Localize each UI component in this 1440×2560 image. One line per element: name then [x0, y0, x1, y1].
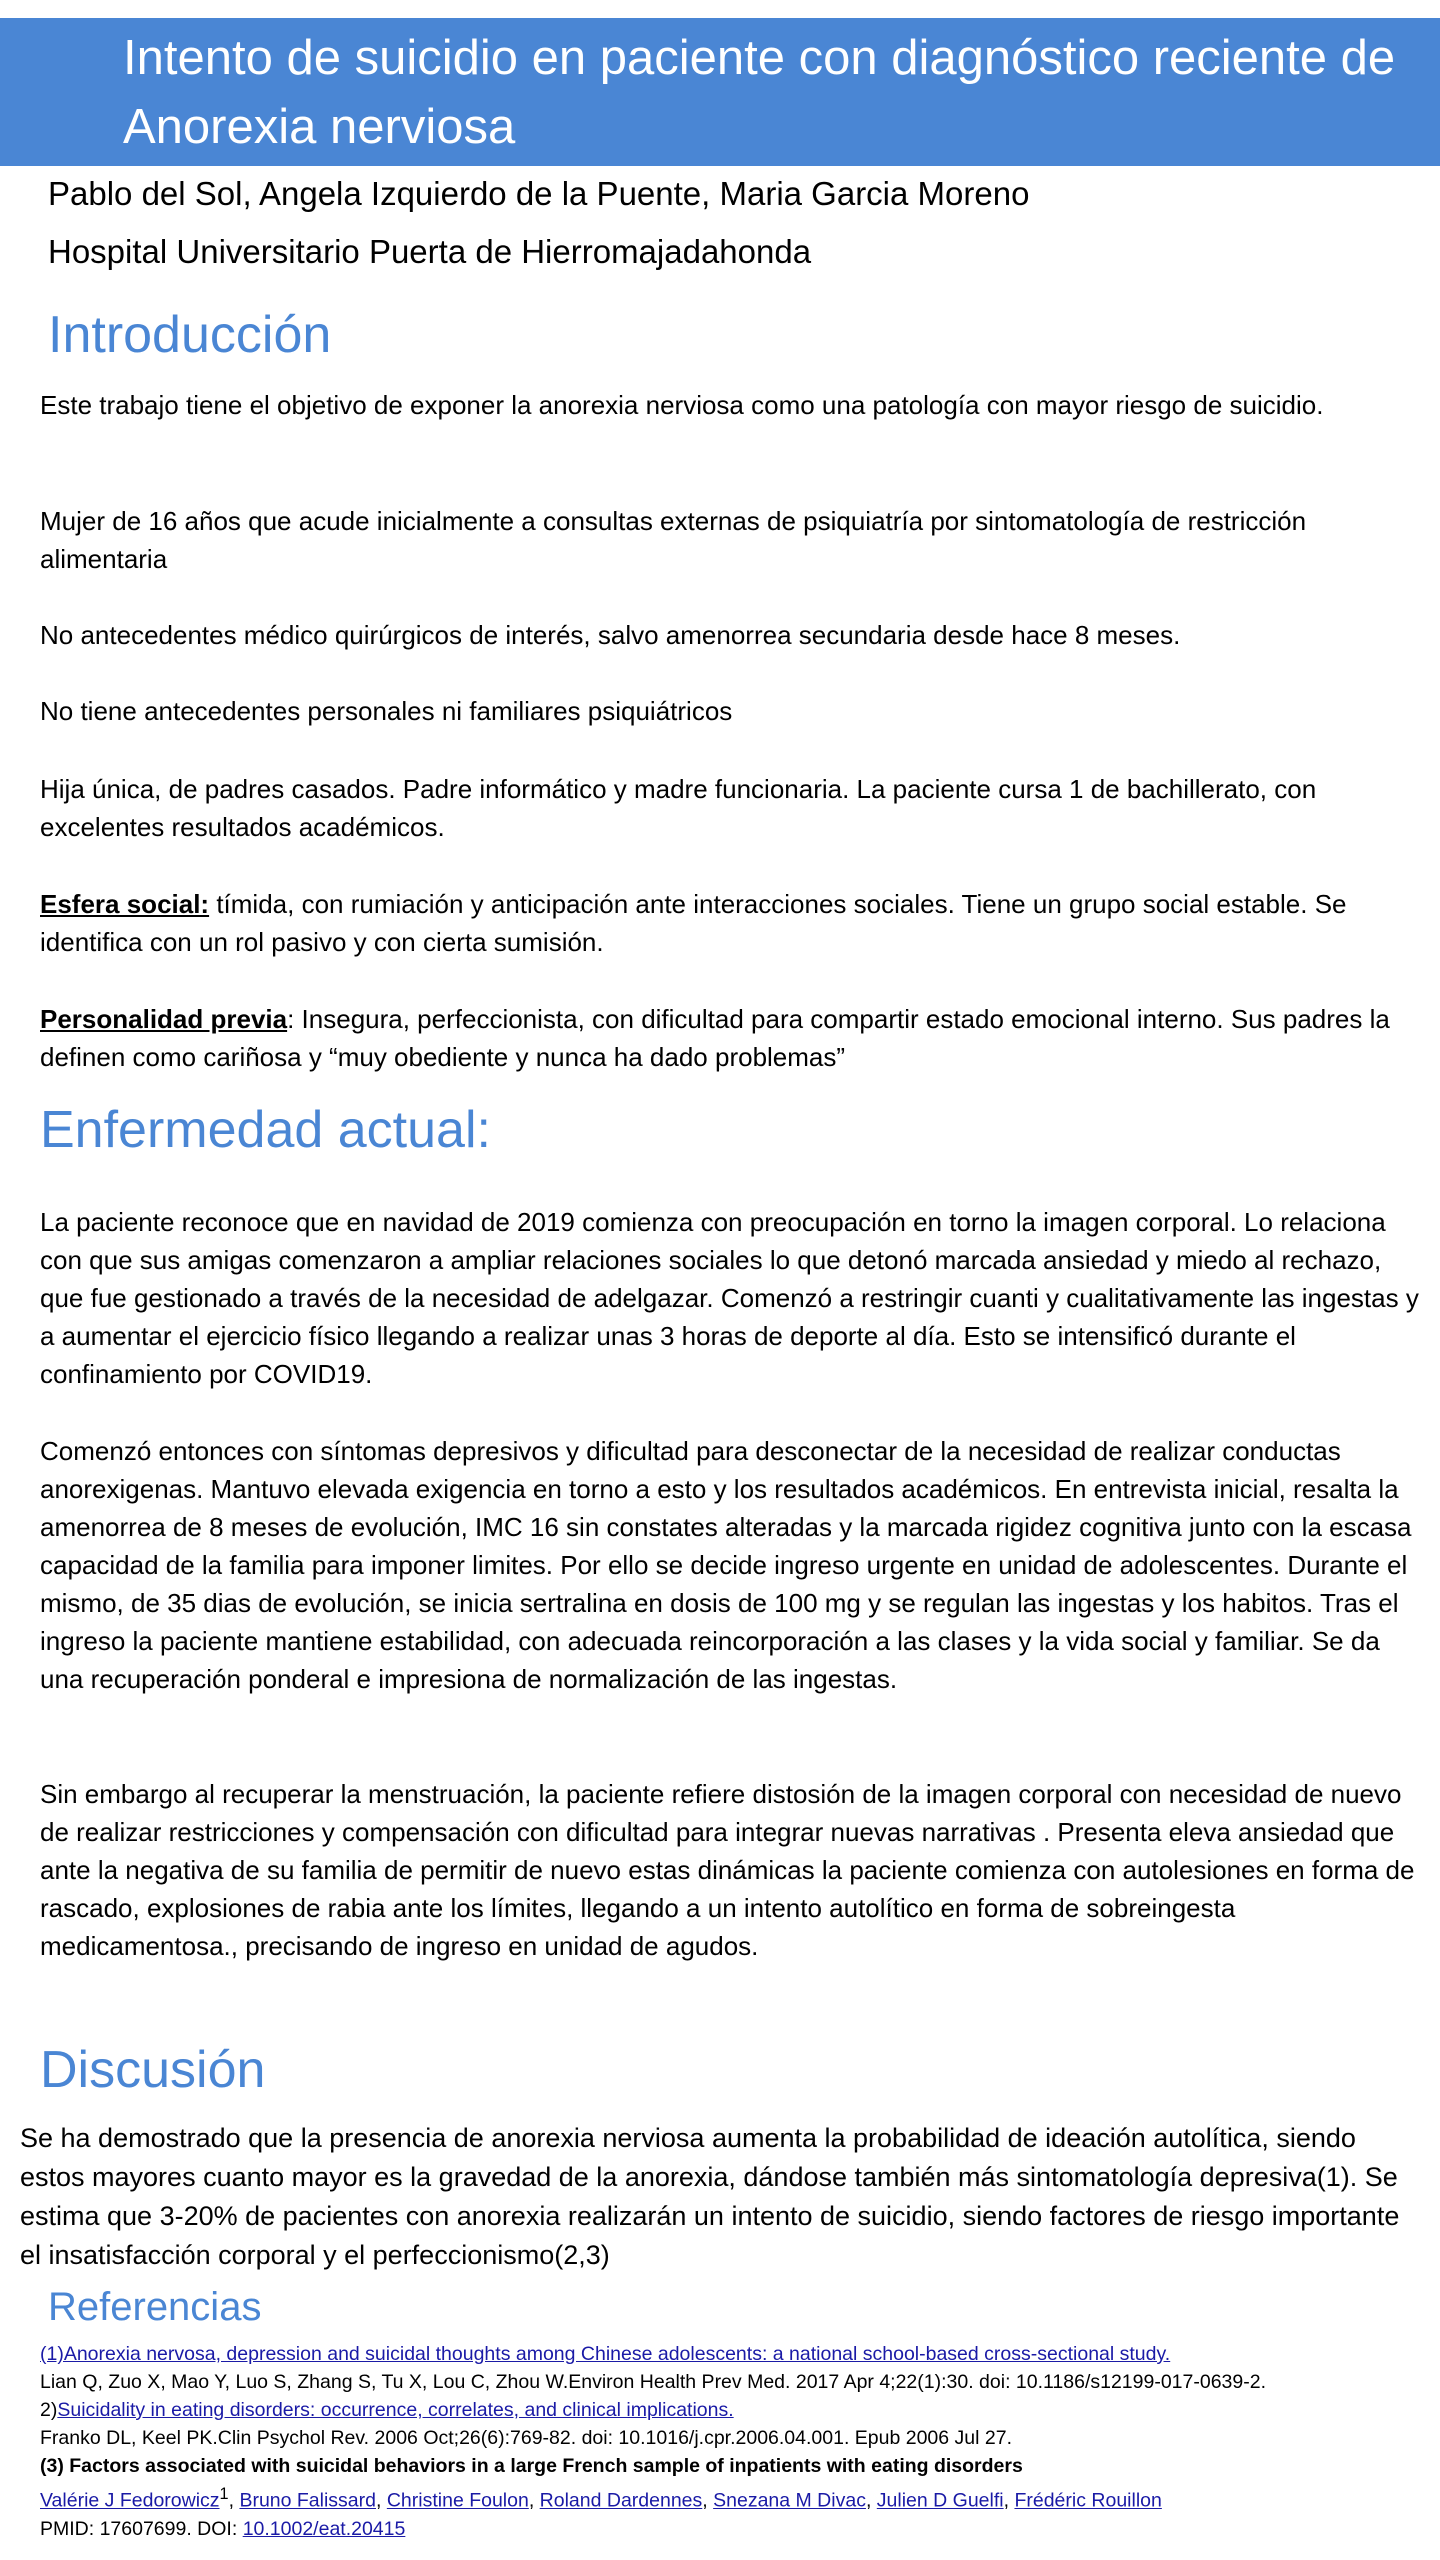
- reference-3-title: Factors associated with suicidal behaviors in a large French sample of inpatients with eating disorders: [69, 2455, 1023, 2477]
- discussion-heading: Discusión: [40, 2041, 266, 2099]
- reference-2-citation: Franko DL, Keel PK.Clin Psychol Rev. 2006 Oct;26(6):769-82. doi: 10.1016/j.cpr.2006.04.001. Epub 2006 Jul 27.: [40, 2427, 1012, 2449]
- author-affiliation-mark: 1: [219, 2485, 229, 2503]
- references-list: [40, 2340, 1430, 2543]
- poster-title: Intento de suicidio en paciente con diagnóstico reciente de Anorexia nerviosa: [123, 31, 1396, 154]
- reference-1-title-line: [40, 2340, 1430, 2368]
- doi-link[interactable]: 10.1002/eat.20415: [242, 2517, 406, 2540]
- reference-1-citation: Lian Q, Zuo X, Mao Y, Luo S, Zhang S, Tu X, Lou C, Zhou W.Environ Health Prev Med. 2017 Apr 4;22(1):30. doi: 10.1186/s12199-017-0639-2.: [40, 2371, 1267, 2393]
- authors: Pablo del Sol, Angela Izquierdo de la Puente, Maria Garcia Moreno: [48, 175, 1030, 212]
- author-link[interactable]: Frédéric Rouillon: [1014, 2489, 1162, 2512]
- author-link[interactable]: Valérie J Fedorowicz: [40, 2489, 220, 2512]
- author-link[interactable]: Julien D Guelfi: [876, 2489, 1004, 2512]
- reference-3-number: (3): [40, 2455, 70, 2477]
- reference-2-title-line: [40, 2396, 1430, 2424]
- references-heading: Referencias: [48, 2285, 262, 2329]
- intro-heading: Introducción: [48, 306, 332, 364]
- reference-3-authors: Valérie J Fedorowicz$^1$, Bruno Falissard, Christine Foulon, Roland Dardennes, Snezana M Divac, Julien D Guelfi, Frédéric Rouillon: [40, 2485, 1162, 2512]
- personality-label: Personalidad previa: [40, 1004, 288, 1034]
- intro-paragraph: No tiene antecedentes personales ni familiares psiquiátricos: [40, 696, 733, 726]
- intro-paragraph: Hija única, de padres casados. Padre informático y madre funcionaria. La paciente cursa 1 de bachillerato, con excelentes resultados académicos.: [40, 774, 1317, 842]
- author-link[interactable]: Bruno Falissard: [239, 2489, 376, 2512]
- intro-paragraph: Mujer de 16 años que acude inicialmente a consultas externas de psiquiatría por sintomatología de restricción alimentaria: [40, 506, 1307, 574]
- discussion-paragraph: Se ha demostrado que la presencia de anorexia nerviosa aumenta la probabilidad de ideación autolítica, siendo estos mayores cuanto mayor es la gravedad de la anorexia, dándose también más sintomatología depresiva(1). Se estima que 3-20% de pacientes con anorexia realizarán un intento de suicidio, siendo factores de riesgo importante el insatisfacción corporal y el perfeccionismo(2,3): [20, 2123, 1400, 2270]
- intro-paragraph: Este trabajo tiene el objetivo de exponer la anorexia nerviosa como una patología con mayor riesgo de suicidio.: [40, 390, 1324, 420]
- reference-1-link[interactable]: (1)Anorexia nervosa, depression and suicidal thoughts among Chinese adolescents: a national school-based cross-sectional study.: [40, 2343, 1171, 2365]
- reference-2-link[interactable]: Suicidality in eating disorders: occurrence, correlates, and clinical implications.: [57, 2399, 734, 2421]
- illness-paragraph: Comenzó entonces con síntomas depresivos y dificultad para desconectar de la necesidad de realizar conductas anorexigenas. Mantuvo elevada exigencia en torno a esto y los resultados académicos. En entrevista inicial, resalta la amenorrea de 8 meses de evolución, IMC 16 sin constates alteradas y la marcada rigidez cognitiva junto con la escasa capacidad de la familia para imponer limites. Por ello se decide ingreso urgente en unidad de adolescentes. Durante el mismo, de 35 dias de evolución, se inicia sertralina en dosis de 100 mg y se regulan las ingestas y los habitos. Tras el ingreso la paciente mantiene estabilidad, con adecuada reincorporación a las clases y la vida social y familiar. Se da una recuperación ponderal e impresiona de normalización de las ingestas.: [40, 1436, 1412, 1694]
- social-sphere-text: tímida, con rumiación y anticipación ante interacciones sociales. Tiene un grupo social estable. Se identifica con un rol pasivo y con cierta sumisión.: [40, 889, 1347, 957]
- author-link[interactable]: Roland Dardennes: [539, 2489, 703, 2512]
- reference-2-number: 2): [40, 2399, 58, 2421]
- affiliation: Hospital Universitario Puerta de Hierromajadahonda: [48, 233, 812, 270]
- reference-3-title-line: [40, 2452, 1430, 2480]
- personality-text: : Insegura, perfeccionista, con dificultad para compartir estado emocional interno. Sus padres la definen como cariñosa y “muy obediente y nunca ha dado problemas”: [40, 1004, 1390, 1072]
- personality-paragraph: [40, 1000, 1420, 1076]
- illness-paragraph: La paciente reconoce que en navidad de 2019 comienza con preocupación en torno la imagen corporal. Lo relaciona con que sus amigas comenzaron a ampliar relaciones sociales lo que detonó marcada ansiedad y miedo al rechazo, que fue gestionado a través de la necesidad de adelgazar. Comenzó a restringir cuanti y cualitativamente las ingestas y a aumentar el ejercicio físico llegando a realizar unas 3 horas de deporte al día. Esto se intensificó durante el confinamiento por COVID19.: [40, 1207, 1419, 1389]
- social-sphere-label: Esfera social:: [40, 889, 210, 919]
- reference-3-pmid: PMID: 17607699. DOI:: [40, 2517, 243, 2540]
- reference-3-ids: [40, 2515, 1430, 2543]
- illness-heading: Enfermedad actual:: [40, 1101, 491, 1159]
- author-link[interactable]: Christine Foulon: [386, 2489, 529, 2512]
- intro-paragraph: No antecedentes médico quirúrgicos de interés, salvo amenorrea secundaria desde hace 8 meses.: [40, 620, 1181, 650]
- illness-paragraph: Sin embargo al recuperar la menstruación, la paciente refiere distosión de la imagen corporal con necesidad de nuevo de realizar restricciones y compensación con dificultad para integrar nuevas narrativas . Presenta eleva ansiedad que ante la negativa de su familia de permitir de nuevo estas dinámicas la paciente comienza con autolesiones en forma de rascado, explosiones de rabia ante los límites, llegando a un intento autolítico en forma de sobreingesta medicamentosa., precisando de ingreso en unidad de agudos.: [40, 1779, 1415, 1961]
- author-link[interactable]: Snezana M Divac: [713, 2489, 866, 2512]
- social-sphere-paragraph: [40, 885, 1420, 961]
